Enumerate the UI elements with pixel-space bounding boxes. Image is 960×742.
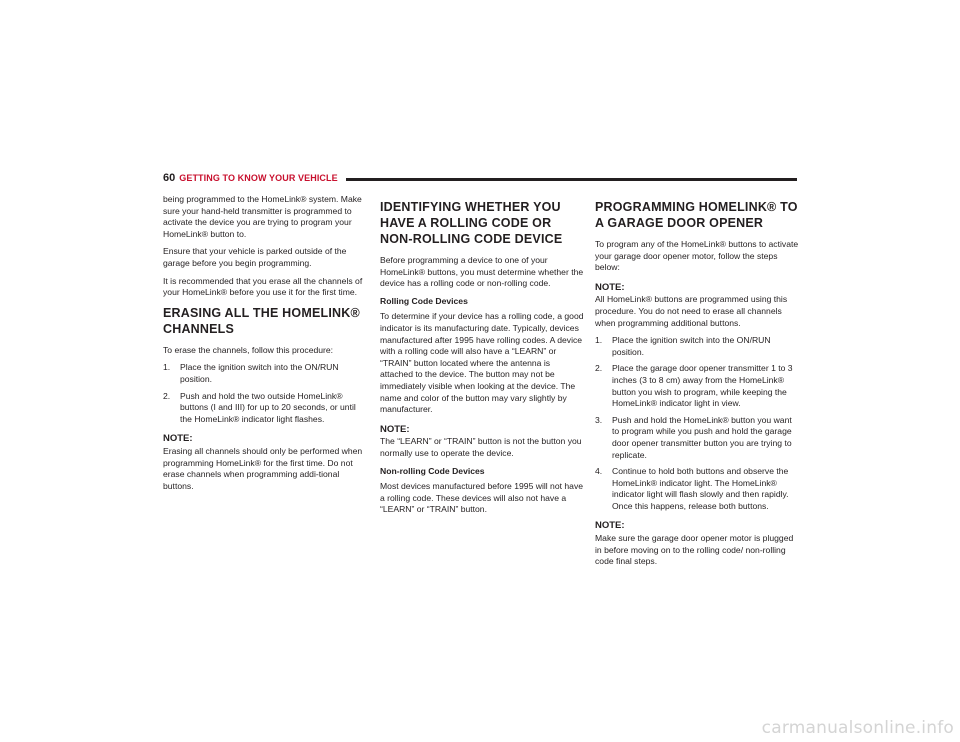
list-item: 1. Place the ignition switch into the ON/RUN position. — [595, 335, 771, 357]
paragraph: Before programming a device to one of your HomeLink® buttons, you must determine whether the device has a rolling code or non-rolling code. — [380, 255, 584, 289]
section-heading-erasing: ERASING ALL THE HOMELINK® CHANNELS — [163, 305, 360, 336]
paragraph: Most devices manufactured before 1995 will not have a rolling code. These devices will also not have a “LEARN” or “TRAIN” button. — [380, 481, 584, 515]
list-item: 3. Push and hold the HomeLink® button you want to program while you push and hold the garage door opener transmitter button you are trying to replicate. — [595, 414, 792, 460]
watermark: carmanualsonline.info — [761, 718, 954, 738]
paragraph: To erase the channels, follow this procedure: — [163, 344, 334, 355]
paragraph: It is recommended that you erase all the channels of your HomeLink® before you use it for the first time. — [163, 275, 363, 298]
column-1 — [163, 194, 367, 498]
subheading-rolling-code: Rolling Code Devices — [380, 295, 468, 306]
note-text: All HomeLink® buttons are programmed using this procedure. You do not need to erase all channels when programming additional buttons. — [595, 294, 788, 328]
page-number: 60 — [163, 172, 176, 184]
note-text: Make sure the garage door opener motor is plugged in before moving on to the rolling code/ non-rolling code final steps. — [595, 533, 794, 567]
list-item: 1. Place the ignition switch into the ON/RUN position. — [163, 362, 339, 384]
note-text: The “LEARN” or “TRAIN” button is not the button you normally use to operate the device. — [380, 436, 582, 458]
note-label: NOTE: — [163, 433, 193, 445]
paragraph: being programmed to the HomeLink® system. Make sure your hand-held transmitter is programmed to activate the device you are trying to program your HomeLink® button to. — [163, 194, 362, 239]
section-heading-identifying: IDENTIFYING WHETHER YOU HAVE A ROLLING CODE OR NON-ROLLING CODE DEVICE — [380, 200, 563, 246]
note-label: NOTE: — [380, 423, 410, 435]
header-rule — [346, 178, 797, 181]
note-label: NOTE: — [595, 520, 625, 532]
section-heading-programming: PROGRAMMING HOMELINK® TO A GARAGE DOOR OPENER — [595, 200, 798, 230]
note-label: NOTE: — [595, 281, 625, 293]
list-item: 4. Continue to hold both buttons and observe the HomeLink® indicator light. The HomeLink® indicator light will flash slowly and then rapidly. Once this happens, release both buttons. — [595, 466, 789, 511]
section-title: GETTING TO KNOW YOUR VEHICLE — [179, 173, 338, 183]
list-item: 2. Push and hold the two outside HomeLink® buttons (I and III) for up to 20 seconds, or until the HomeLink® indicator light flashes. — [163, 390, 356, 424]
column-3 — [595, 194, 799, 574]
note-text: Erasing all channels should only be performed when programming HomeLink® for the first time. Do not erase channels when programming addi-tional buttons. — [163, 445, 363, 491]
paragraph: To program any of the HomeLink® buttons to activate your garage door opener motor, follow the steps below: — [595, 239, 799, 273]
steps-list — [163, 362, 367, 425]
steps-list — [595, 335, 799, 512]
column-2 — [380, 194, 584, 522]
paragraph: To determine if your device has a rolling code, a good indicator is its manufacturing date. Typically, devices manufactured after 1995 have rolling codes. A device with a rolling code will also have a “LEARN” or “TRAIN” button located where the antenna is attached to the device. The button may not be immediately visible when looking at the device. The name and color of the button may vary slightly by manufacturer. — [380, 311, 584, 415]
subheading-non-rolling-code: Non-rolling Code Devices — [380, 465, 485, 476]
list-item: 2. Place the garage door opener transmitter 1 to 3 inches (3 to 8 cm) away from the HomeLink® button you wish to program, while keeping the HomeLink® indicator light in view. — [595, 363, 793, 409]
paragraph: Ensure that your vehicle is parked outside of the garage before you begin programming. — [163, 246, 347, 268]
page-header — [163, 171, 797, 185]
